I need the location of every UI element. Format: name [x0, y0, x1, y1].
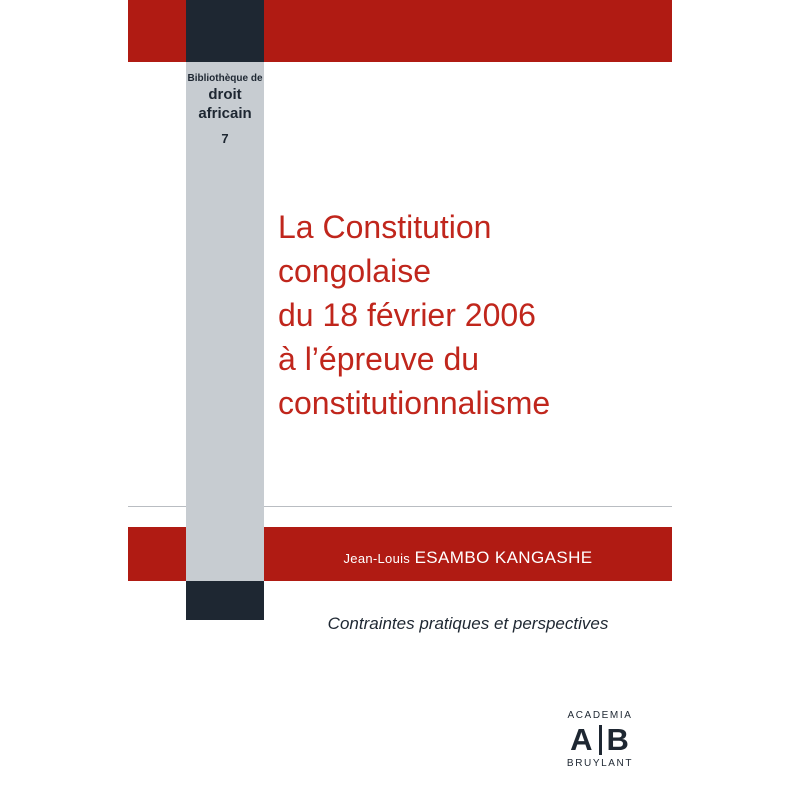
author-last-name: ESAMBO KANGASHE — [414, 548, 593, 567]
monogram-letter-b: B — [606, 722, 630, 757]
series-info — [186, 72, 264, 146]
title-line-3: du 18 février 2006 — [278, 297, 536, 333]
title-line-4: à l’épreuve du — [278, 341, 480, 377]
publisher-logo — [540, 710, 660, 769]
publisher-monogram — [540, 723, 660, 757]
title-line-1: La Constitution — [278, 209, 492, 245]
series-number: 7 — [221, 131, 229, 146]
publisher-name-bottom: BRUYLANT — [566, 758, 634, 769]
series-line-3: africain — [198, 105, 252, 122]
author-name — [264, 548, 672, 568]
title-line-5: constitutionnalisme — [278, 385, 551, 421]
title-line-2: congolaise — [278, 253, 431, 289]
author-first-name: Jean-Louis — [343, 551, 411, 566]
book-title — [278, 205, 658, 425]
publisher-name-top: ACADEMIA — [567, 710, 633, 721]
series-line-1: Bibliothèque de — [187, 73, 263, 84]
monogram-divider — [599, 725, 602, 755]
book-subtitle: Contraintes pratiques et perspectives — [327, 614, 609, 633]
series-line-2: droit — [208, 86, 242, 103]
spine-block-bottom — [186, 581, 264, 620]
spine-block-top — [186, 0, 264, 62]
monogram-letter-a: A — [570, 722, 594, 757]
